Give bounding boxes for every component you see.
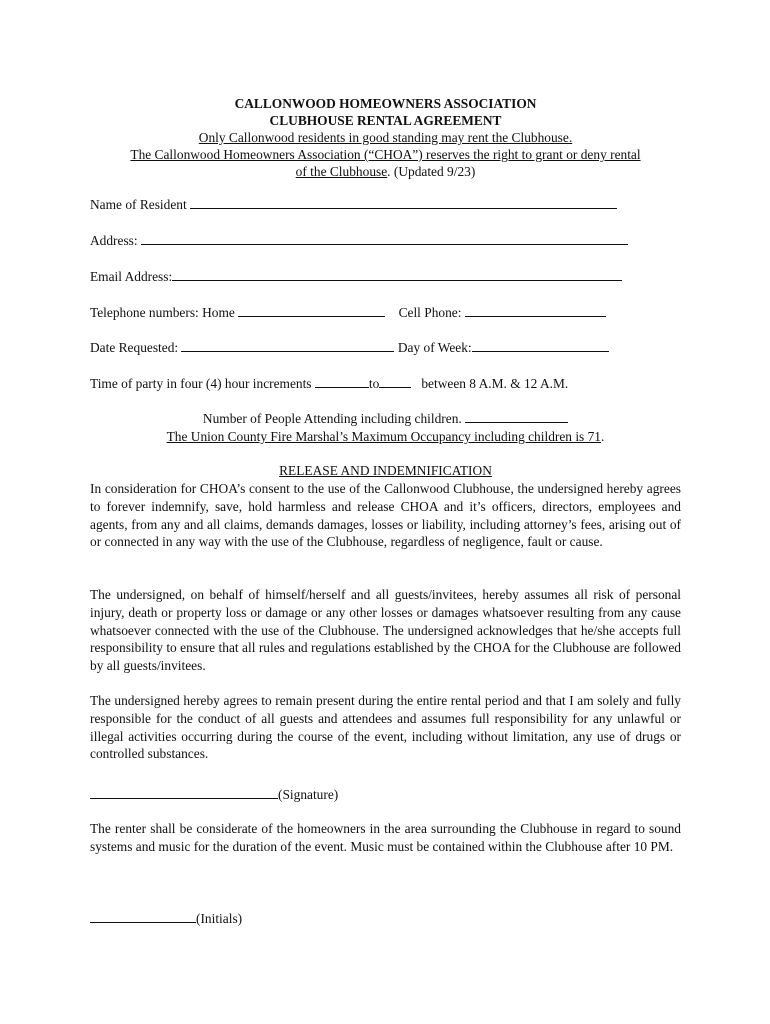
fire-marshal-notice: The Union County Fire Marshal’s Maximum Occupancy including children is 71 bbox=[166, 429, 602, 444]
initials-row bbox=[90, 909, 242, 927]
cell-phone-field[interactable] bbox=[465, 303, 606, 317]
time-start-field[interactable] bbox=[315, 374, 369, 388]
fire-marshal-period: . bbox=[601, 429, 605, 444]
email-field[interactable] bbox=[172, 267, 622, 281]
time-end-field[interactable] bbox=[379, 374, 411, 388]
day-field[interactable] bbox=[472, 338, 609, 352]
day-label: Day of Week: bbox=[397, 340, 472, 355]
attending-row bbox=[90, 409, 681, 428]
address-label: Address: bbox=[90, 233, 141, 248]
home-phone-label: Telephone numbers: Home bbox=[90, 305, 239, 320]
time-to-label: to bbox=[368, 376, 380, 391]
reservation-notice-underlined: of the Clubhouse bbox=[295, 164, 388, 179]
signature-row bbox=[90, 785, 338, 803]
release-paragraph-2: The undersigned, on behalf of himself/herself and all guests/invitees, hereby assumes all risk of personal injury, death or property loss or damage or any other losses or damages whatsoever resulting from any cause whatsoever connected with the use of the Clubhouse. The undersigned acknowledges that he/she accepts full responsibility to ensure that all rules and regulations established by the CHOA for the Clubhouse are followed by all guests/invitees. bbox=[90, 587, 681, 674]
time-row bbox=[90, 374, 568, 392]
occupancy-block bbox=[90, 409, 681, 446]
attending-label: Number of People Attending including children. bbox=[202, 411, 466, 426]
initials-field[interactable] bbox=[90, 909, 196, 923]
date-row bbox=[90, 338, 609, 356]
address-field[interactable] bbox=[141, 231, 628, 245]
document-title: CLUBHOUSE RENTAL AGREEMENT bbox=[269, 113, 502, 128]
reservation-notice-cont bbox=[90, 163, 681, 180]
updated-note: . (Updated 9/23) bbox=[387, 164, 476, 179]
time-range-note: between 8 A.M. & 12 A.M. bbox=[421, 376, 569, 391]
address-row bbox=[90, 231, 628, 249]
initials-label: (Initials) bbox=[196, 911, 243, 926]
agreement-page bbox=[90, 95, 681, 926]
org-name: CALLONWOOD HOMEOWNERS ASSOCIATION bbox=[234, 96, 537, 111]
release-paragraph-3: The undersigned hereby agrees to remain present during the entire rental period and that I am solely and fully responsible for the conduct of all guests and attendees and assumes full responsibility for any unlawful or illegal activities occurring during the course of the event, including without limitation, any use of drugs or controlled substances. bbox=[90, 693, 681, 762]
date-field[interactable] bbox=[181, 338, 394, 352]
name-field[interactable] bbox=[190, 195, 617, 209]
time-label: Time of party in four (4) hour increments bbox=[90, 376, 315, 391]
name-row bbox=[90, 195, 617, 213]
document-header bbox=[90, 95, 681, 180]
signature-field[interactable] bbox=[90, 785, 278, 799]
reservation-notice: The Callonwood Homeowners Association (“CHOA”) reserves the right to grant or deny rental bbox=[130, 147, 641, 162]
signature-label: (Signature) bbox=[278, 787, 339, 802]
release-heading: RELEASE AND INDEMNIFICATION bbox=[279, 463, 492, 478]
email-label: Email Address: bbox=[90, 269, 173, 284]
eligibility-notice: Only Callonwood residents in good standing may rent the Clubhouse. bbox=[198, 130, 573, 145]
name-label: Name of Resident bbox=[90, 197, 191, 212]
attending-field[interactable] bbox=[465, 409, 568, 423]
fire-marshal-row bbox=[90, 428, 681, 446]
phone-row bbox=[90, 303, 606, 321]
release-heading-wrap bbox=[90, 462, 681, 480]
cell-phone-label: Cell Phone: bbox=[398, 305, 465, 320]
date-label: Date Requested: bbox=[90, 340, 182, 355]
noise-paragraph: The renter shall be considerate of the homeowners in the area surrounding the Clubhouse in regard to sound systems and music for the duration of the event. Music must be contained within the Clubhouse after 10 PM. bbox=[90, 821, 681, 854]
release-paragraph-1: In consideration for CHOA’s consent to the use of the Callonwood Clubhouse, the undersigned hereby agrees to forever indemnify, save, hold harmless and release CHOA and it’s officers, directors, employees and agents, from any and all claims, demands damages, losses or liability, including attorney’s fees, arising out of or connected in any way with the use of the Clubhouse, regardless of negligence, fault or cause. bbox=[90, 481, 681, 550]
home-phone-field[interactable] bbox=[238, 303, 385, 317]
email-row bbox=[90, 267, 622, 285]
